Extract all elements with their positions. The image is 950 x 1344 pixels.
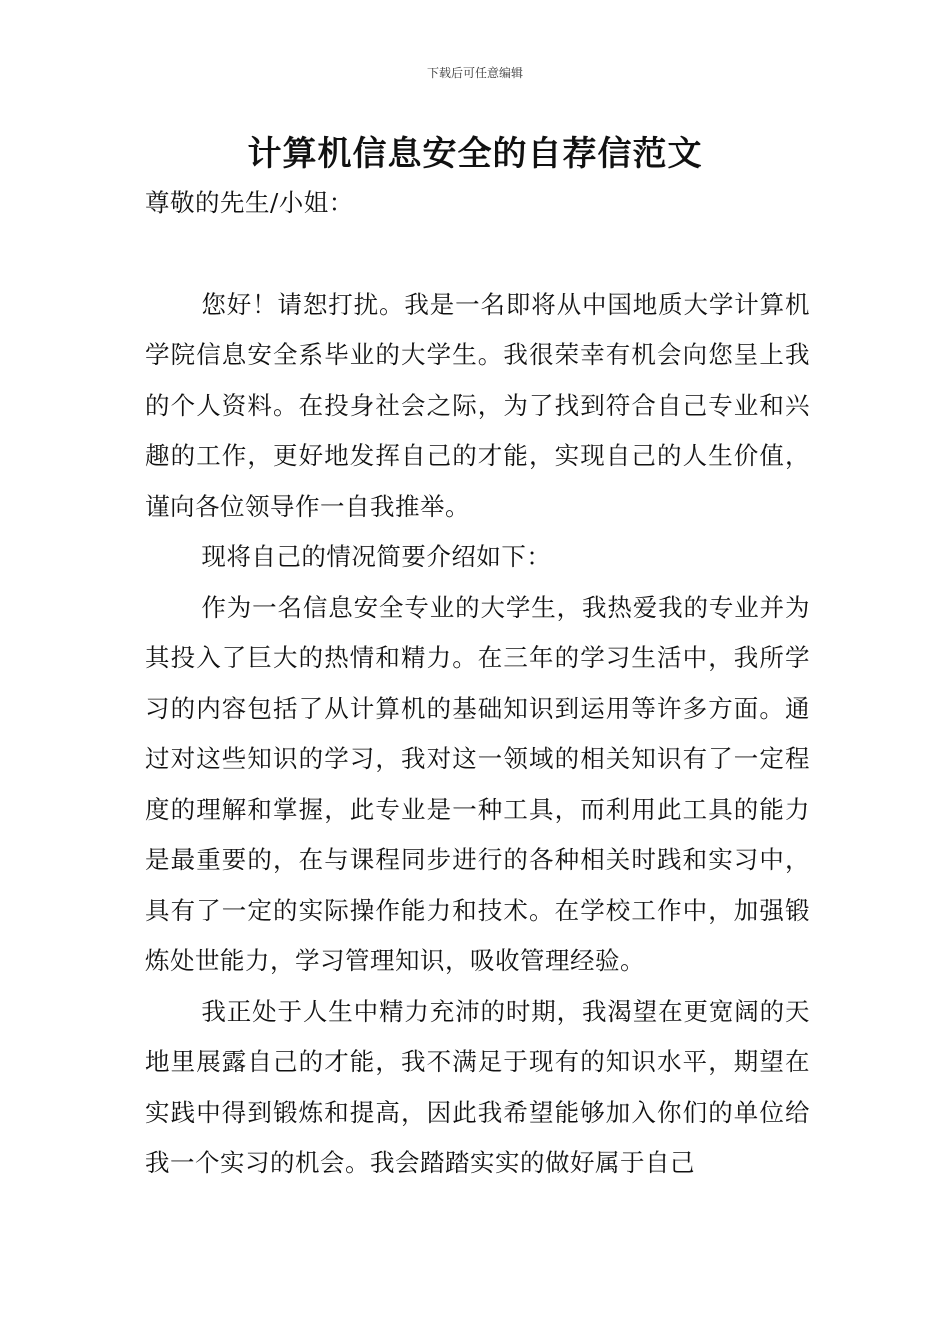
paragraph-intro: 现将自己的情况简要介绍如下： bbox=[201, 542, 552, 571]
paragraph-greeting: 您好！请恕打扰。我是一名即将从中国地质大学计算机学院信息安全系毕业的大学生。我很荣幸有机会向您呈上我的个人资料。在投身社会之际，为了找到符合自己专业和兴趣的工作，更好地发挥自己的才能，实现自己的人生价值，谨向各位领导作一自我推举。 bbox=[145, 289, 810, 521]
paragraph-study: 作为一名信息安全专业的大学生，我热爱我的专业并为其投入了巨大的热情和精力。在三年的学习生活中，我所学习的内容包括了从计算机的基础知识到运用等许多方面。通过对这些知识的学习，我对这一领域的相关知识有了一定程度的理解和掌握，此专业是一种工具，而利用此工具的能力是最重要的，在与课程同步进行的各种相关时践和实习中，具有了一定的实际操作能力和技术。在学校工作中，加强锻炼处世能力，学习管理知识，吸收管理经验。 bbox=[145, 592, 810, 975]
blank-line bbox=[145, 229, 810, 280]
salutation: 尊敬的先生/小姐： bbox=[145, 188, 354, 217]
paragraph-aspiration: 我正处于人生中精力充沛的时期，我渴望在更宽阔的天地里展露自己的才能，我不满足于现有的知识水平，期望在实践中得到锻炼和提高，因此我希望能够加入你们的单位给我一个实习的机会。我会踏踏实实的做好属于自己 bbox=[145, 996, 810, 1177]
letter-body bbox=[145, 178, 810, 1189]
header-note: 下载后可任意编辑 bbox=[426, 66, 523, 80]
document-title: 计算机信息安全的自荐信范文 bbox=[247, 134, 703, 174]
